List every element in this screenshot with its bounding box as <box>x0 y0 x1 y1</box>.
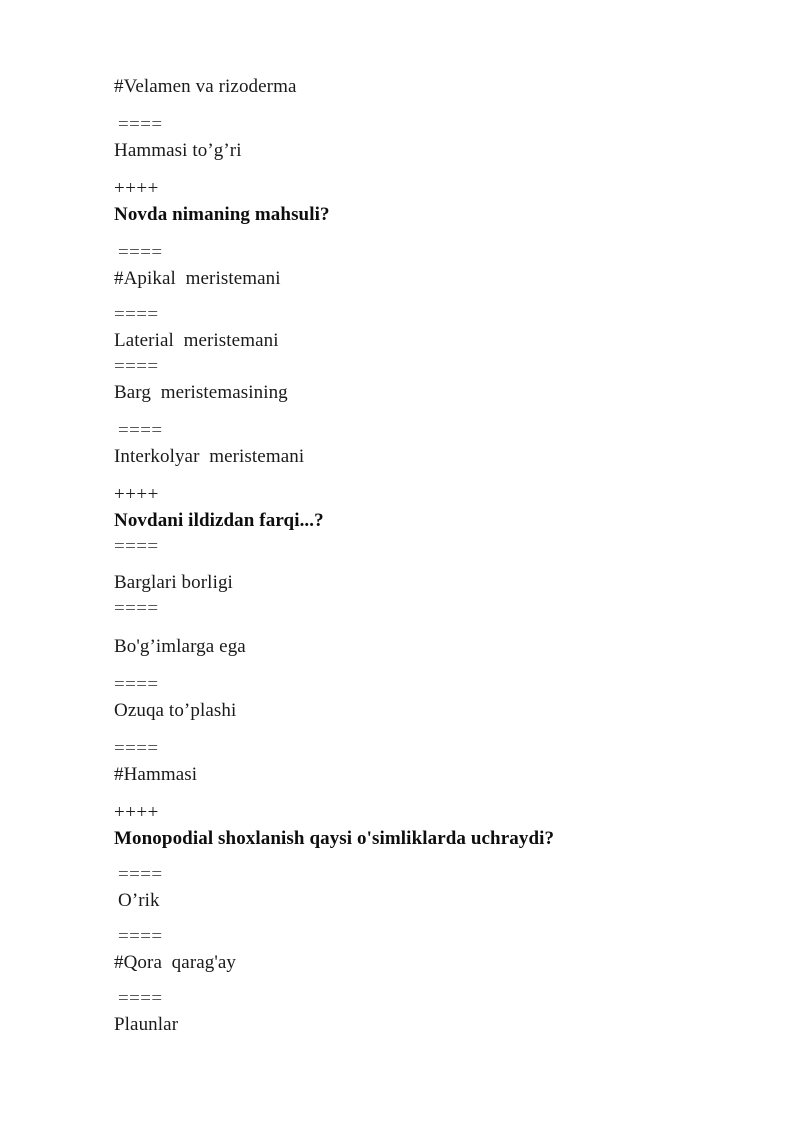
doc-line-answer: O’rik <box>118 890 160 911</box>
doc-line-separator: ==== <box>118 114 163 135</box>
doc-line-separator: ==== <box>118 864 163 885</box>
doc-line-answer: Barglari borligi <box>114 572 233 593</box>
doc-line-question: Monopodial shoxlanish qaysi o'simliklarda uchraydi? <box>114 828 555 849</box>
doc-line-answer: Barg meristemasining <box>114 382 288 403</box>
doc-line-question: Novdani ildizdan farqi...? <box>114 510 324 531</box>
doc-line-separator: ==== <box>118 988 163 1009</box>
doc-line-answer: #Hammasi <box>114 764 198 785</box>
doc-line-separator: ==== <box>114 738 159 759</box>
doc-line-separator: ==== <box>118 926 163 947</box>
doc-line-answer: #Qora qarag'ay <box>114 952 237 973</box>
doc-line-separator: ==== <box>114 674 159 695</box>
doc-line-separator: ==== <box>114 598 159 619</box>
doc-line-separator: ==== <box>114 356 159 377</box>
doc-line-answer: Hammasi to’g’ri <box>114 140 242 161</box>
doc-line-separator: ==== <box>118 420 163 441</box>
doc-line-answer: Bo'g’imlarga ega <box>114 636 246 657</box>
doc-line-answer: #Velamen va rizoderma <box>114 76 297 97</box>
doc-line-plus: ++++ <box>114 178 159 199</box>
document-body <box>114 74 744 1038</box>
doc-line-separator: ==== <box>114 304 159 325</box>
doc-line-plus: ++++ <box>114 484 159 505</box>
doc-line-plus: ++++ <box>114 802 159 823</box>
doc-line-answer: Ozuqa to’plashi <box>114 700 237 721</box>
doc-line-answer: Plaunlar <box>114 1014 179 1035</box>
doc-line-answer: Laterial meristemani <box>114 330 279 351</box>
doc-line-answer: #Apikal meristemani <box>114 268 281 289</box>
doc-line-separator: ==== <box>118 242 163 263</box>
doc-line-question: Novda nimaning mahsuli? <box>114 204 330 225</box>
doc-line-separator: ==== <box>114 536 159 557</box>
doc-line-answer: Interkolyar meristemani <box>114 446 305 467</box>
